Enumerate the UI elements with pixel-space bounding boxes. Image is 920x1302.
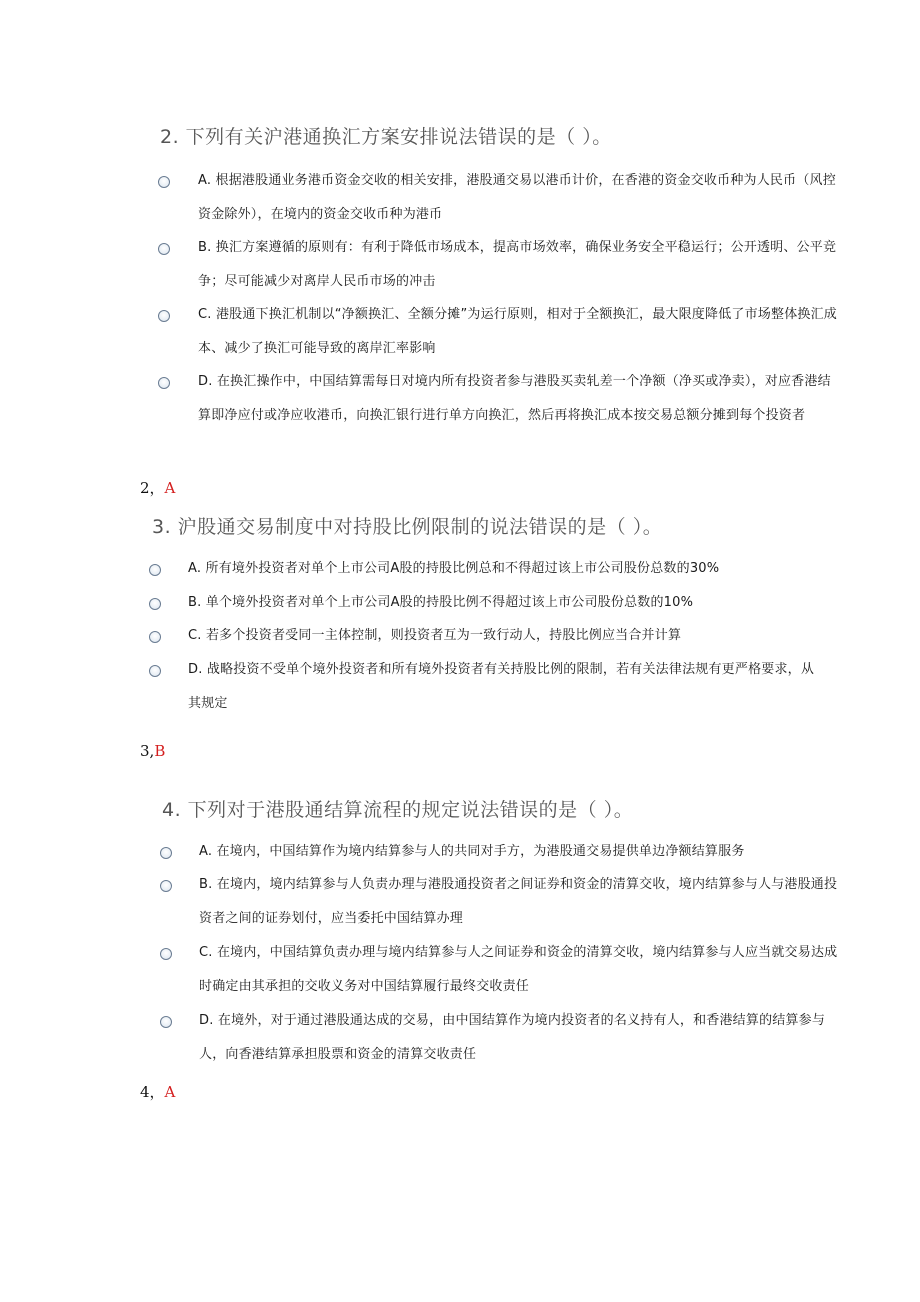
q3-answer [140,742,165,760]
q4-option-b-text: B. 在境内，境内结算参与人负责办理与港股通投资者之间证券和资金的清算交收，境内结算参与人与港股通投资者之间的证券划付，应当委托中国结算办理 [199,877,838,926]
q4-option-a-text: A. 在境内，中国结算作为境内结算参与人的共同对手方，为港股通交易提供单边净额结算服务 [199,844,745,859]
q4-option-c-radio[interactable] [160,948,172,960]
q3-answer-number: 3, [140,742,155,760]
q2-answer-number: 2， [140,479,165,497]
q3-option-d-radio[interactable] [149,665,161,677]
q2-option-c-radio[interactable] [158,310,170,322]
q4-option-c-text: C. 在境内，中国结算负责办理与境内结算参与人之间证券和资金的清算交收，境内结算参与人应当就交易达成时确定由其承担的交收义务对中国结算履行最终交收责任 [199,945,838,994]
q2-answer-letter: A [164,479,176,497]
q4-answer-letter: A [164,1083,176,1101]
question-4-title: 4. 下列对于港股通结算流程的规定说法错误的是（ ）。 [162,799,634,821]
q4-option-b-radio[interactable] [160,880,172,892]
q3-option-b-text: B. 单个境外投资者对单个上市公司A股的持股比例不得超过该上市公司股份总数的10% [188,595,694,610]
q3-option-b-radio[interactable] [149,598,161,610]
q2-option-b-radio[interactable] [158,243,170,255]
question-2-title: 2. 下列有关沪港通换汇方案安排说法错误的是（ ）。 [160,126,612,148]
q4-answer-number: 4， [140,1083,165,1101]
q4-answer [140,1081,175,1102]
q4-option-a-radio[interactable] [160,847,172,859]
question-3-title: 3. 沪股通交易制度中对持股比例限制的说法错误的是（ ）。 [152,516,663,538]
q3-option-c-text: C. 若多个投资者受同一主体控制，则投资者互为一致行动人，持股比例应当合并计算 [188,628,682,643]
q3-option-c-radio[interactable] [149,631,161,643]
q4-option-d-radio[interactable] [160,1016,172,1028]
q2-option-d-text: D. 在换汇操作中，中国结算需每日对境内所有投资者参与港股买卖轧差一个净额（净买或净卖），对应香港结算即净应付或净应收港币，向换汇银行进行单方向换汇，然后再将换汇成本按交易总额分摊到每个投资者 [198,374,831,423]
q2-option-d-radio[interactable] [158,377,170,389]
q2-option-b-text: B. 换汇方案遵循的原则有：有利于降低市场成本，提高市场效率，确保业务安全平稳运行；公开透明、公平竞争；尽可能减少对离岸人民币市场的冲击 [198,240,837,289]
q3-option-a-radio[interactable] [149,564,161,576]
q2-answer [140,477,175,498]
q2-option-a-radio[interactable] [158,176,170,188]
q2-option-a-text: A. 根据港股通业务港币资金交收的相关安排，港股通交易以港币计价，在香港的资金交收币种为人民币（风控资金除外），在境内的资金交收币种为港币 [198,173,836,222]
q4-option-d-text: D. 在境外，对于通过港股通达成的交易，由中国结算作为境内投资者的名义持有人，和香港结算的结算参与人，向香港结算承担股票和资金的清算交收责任 [199,1013,826,1062]
q3-option-d-text: D. 战略投资不受单个境外投资者和所有境外投资者有关持股比例的限制，若有关法律法规有更严格要求，从其规定 [188,662,815,711]
q2-option-c-text: C. 港股通下换汇机制以“净额换汇、全额分摊”为运行原则，相对于全额换汇，最大限度降低了市场整体换汇成本、减少了换汇可能导致的离岸汇率影响 [198,307,838,356]
q3-answer-letter: B [154,742,166,760]
q3-option-a-text: A. 所有境外投资者对单个上市公司A股的持股比例总和不得超过该上市公司股份总数的30% [188,561,720,576]
